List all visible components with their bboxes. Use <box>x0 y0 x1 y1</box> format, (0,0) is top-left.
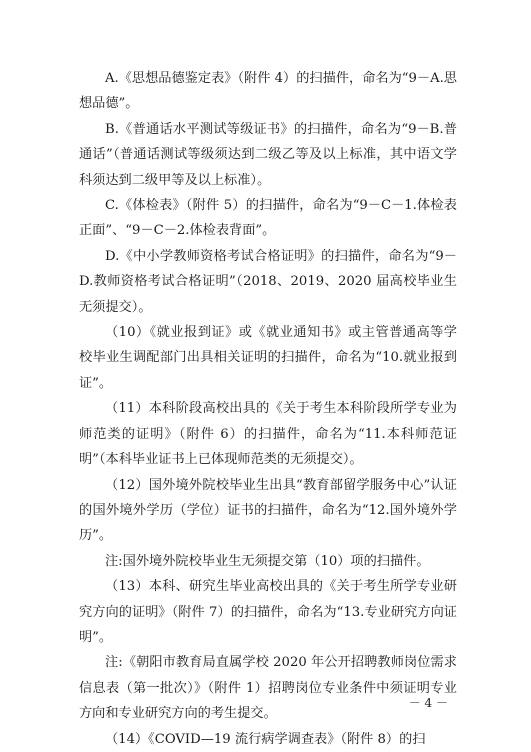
paragraph-10-employment-report: （10）《就业报到证》或《就业通知书》或主管普通高等学校毕业生调配部门出具相关证明的扫描件，命名为“10.就业报到证”。 <box>79 325 457 391</box>
document-body <box>79 66 457 752</box>
note-overseas-graduates: 注:国外境外院校毕业生无须提交第（10）项的扫描件。 <box>105 553 430 569</box>
paragraph-b-mandarin-certificate: B.《普通话水平测试等级证书》的扫描件，命名为“9－B.普通话”（普通话测试等级须达到二级乙等及以上标准，其中语文学科须达到二级甲等及以上标准）。 <box>79 121 457 188</box>
paragraph-11-normal-major-proof: （11）本科阶段高校出具的《关于考生本科阶段所学专业为师范类的证明》（附件 6）的扫描件，命名为“11.本科师范证明”（本科毕业证书上已体现师范类的无须提交）。 <box>79 401 457 468</box>
page-number: － 4 － <box>408 696 448 710</box>
paragraph-c-medical-form: C.《体检表》（附件 5）的扫描件，命名为“9－C－1.体检表正面”、“9－C－2.体检表背面”。 <box>79 198 457 239</box>
paragraph-14-covid-survey: （14）《COVID—19 流行病学调查表》（附件 8）的扫 <box>105 731 426 747</box>
paragraph-12-overseas-degree: （12）国外境外院校毕业生出具“教育部留学服务中心”认证的国外境外学历（学位）证书的扫描件，命名为“12.国外境外学历”。 <box>79 477 457 544</box>
note-job-requirements: 注:《朝阳市教育局直属学校 2020 年公开招聘教师岗位需求信息表（第一批次）》（附件 1）招聘岗位专业条件中须证明专业方向和专业研究方向的考生提交。 <box>79 655 457 722</box>
paragraph-a-moral-appraisal: A.《思想品德鉴定表》（附件 4）的扫描件，命名为“9－A.思想品德”。 <box>79 71 457 112</box>
paragraph-d-teacher-qualification: D.《中小学教师资格考试合格证明》的扫描件，命名为“9－D.教师资格考试合格证明”（2018、2019、2020 届高校毕业生无须提交）。 <box>79 248 457 315</box>
paragraph-13-research-direction: （13）本科、研究生毕业高校出具的《关于考生所学专业研究方向的证明》（附件 7）的扫描件，命名为“13.专业研究方向证明”。 <box>79 579 457 645</box>
